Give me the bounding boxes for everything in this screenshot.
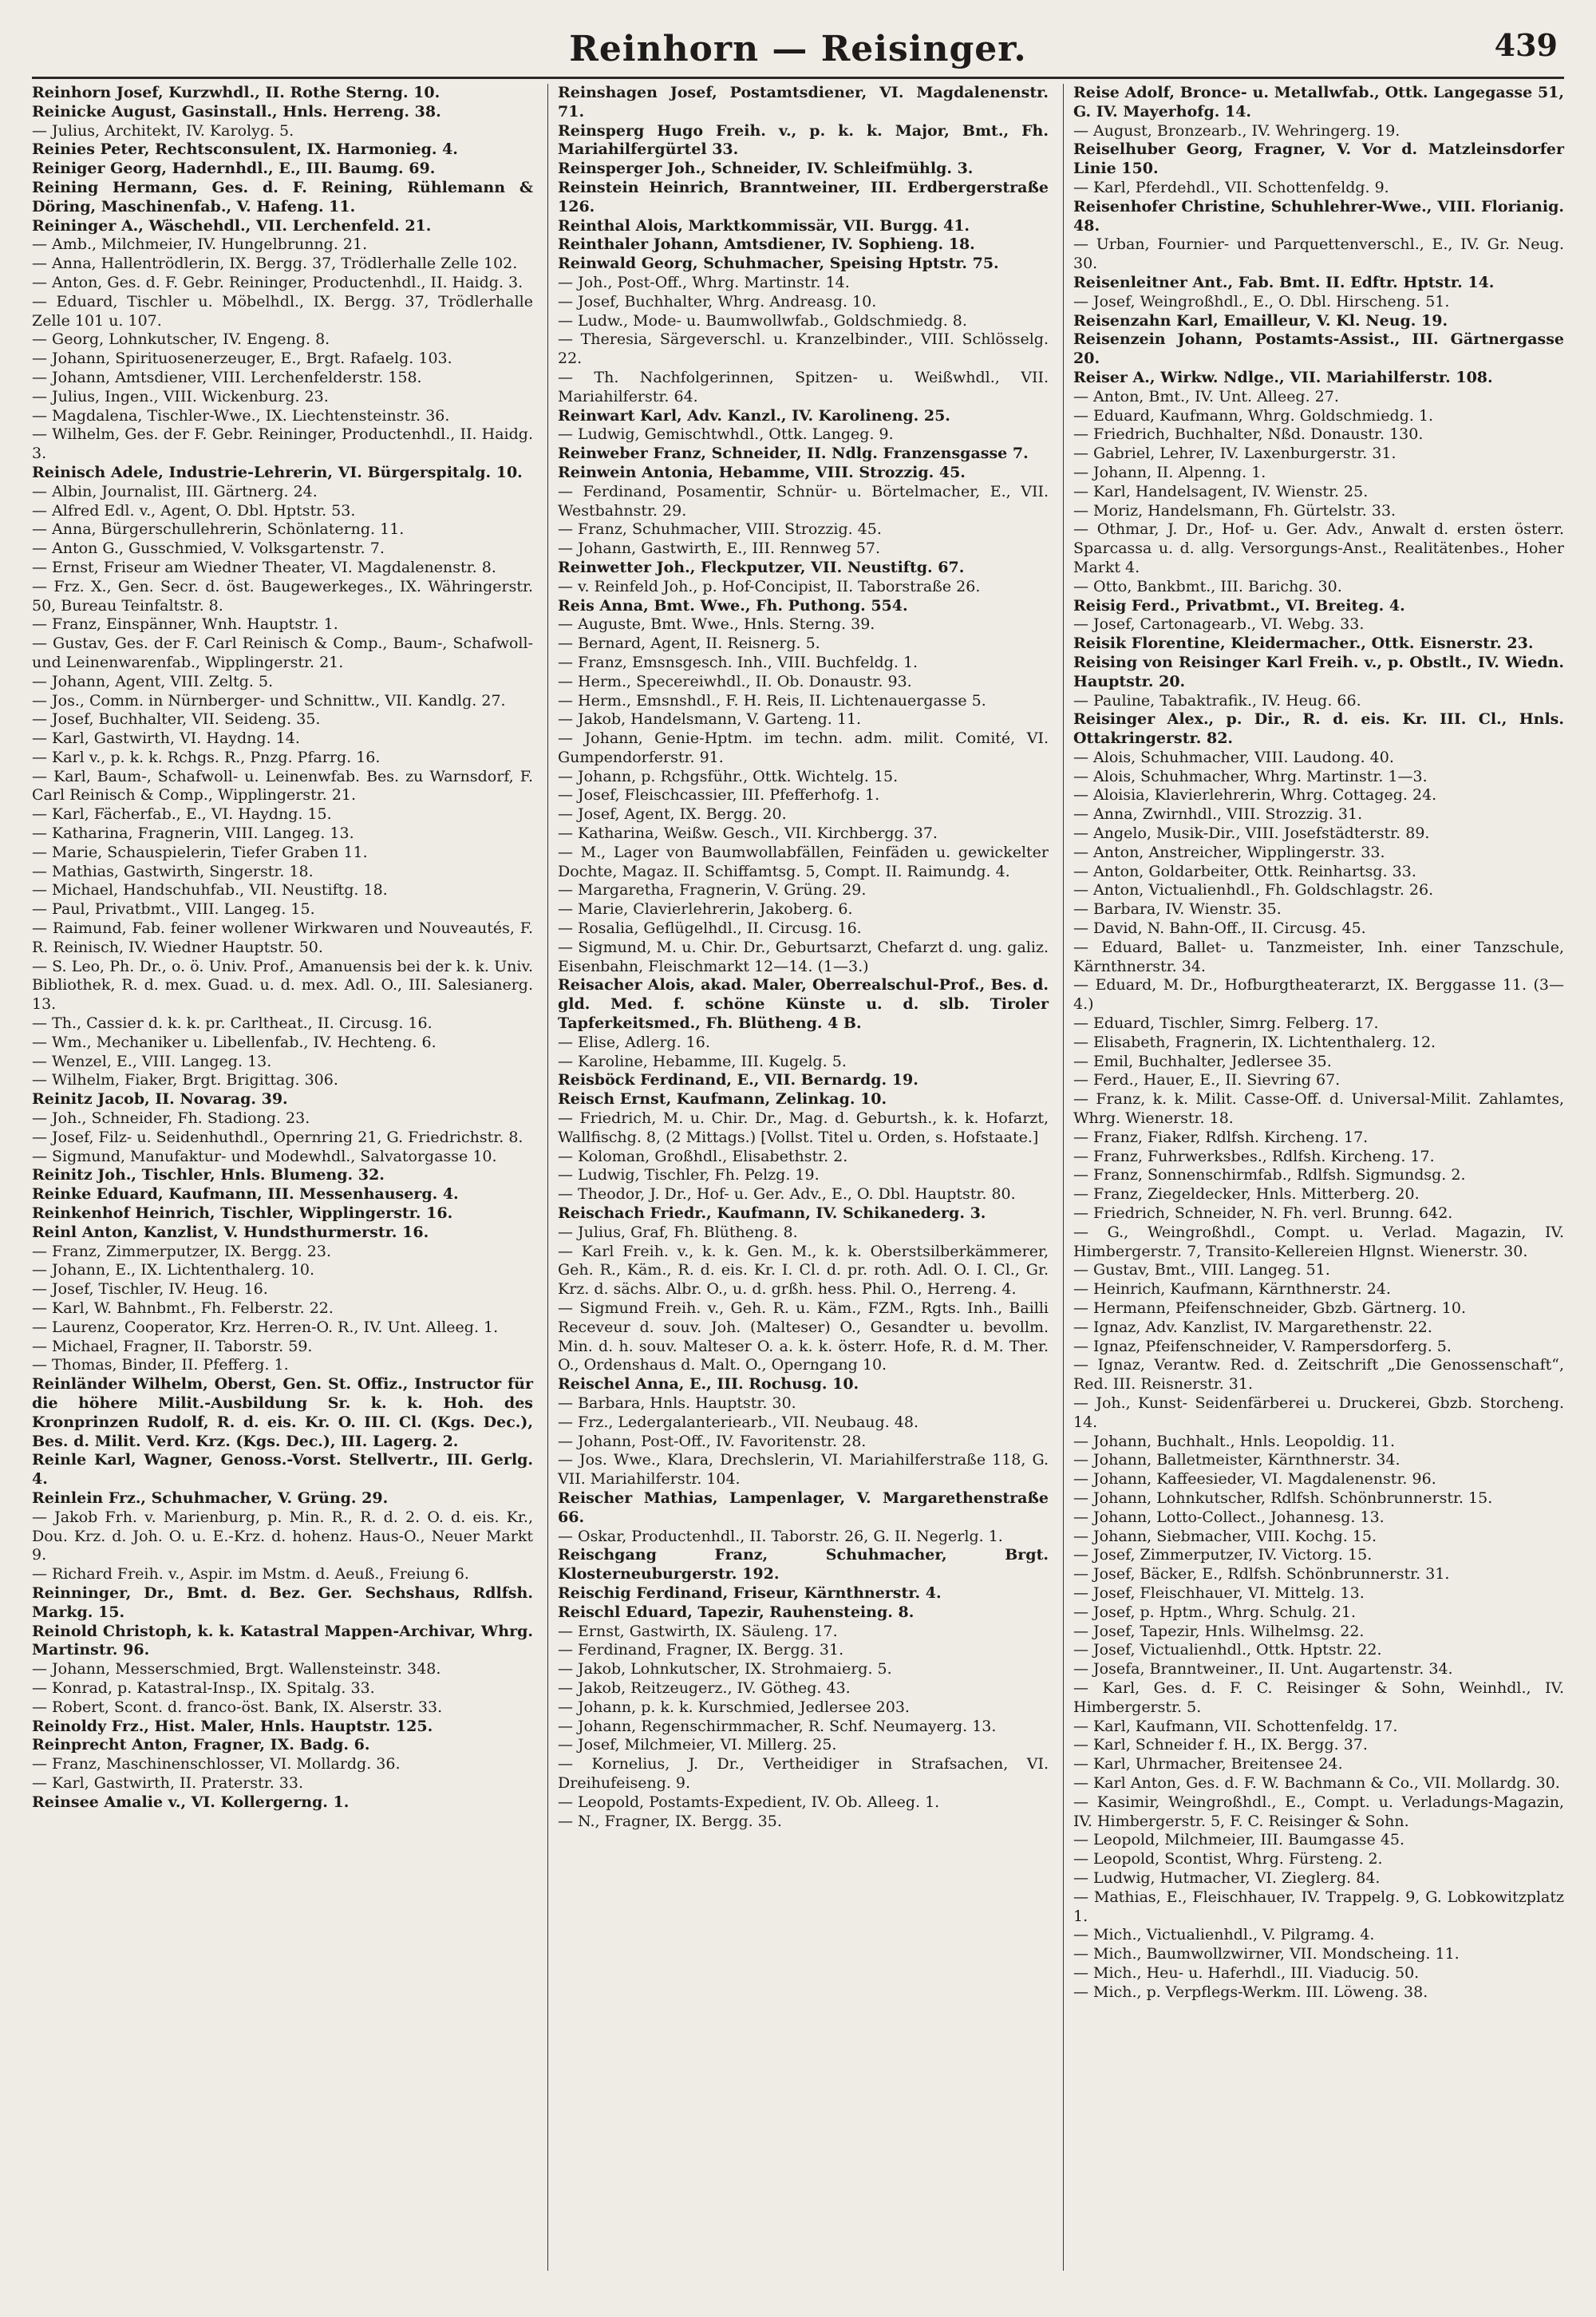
directory-entry: Reinwald Georg, Schuhmacher, Speising Hptstr. 75.	[558, 255, 999, 273]
directory-entry: Reinisch Adele, Industrie-Lehrerin, VI. Bürgerspitalg. 10.	[32, 463, 523, 481]
directory-entry: — Ignaz, Pfeifenschneider, V. Rampersdorferg. 5.	[1073, 1337, 1452, 1355]
directory-entry: — Josef, Tischler, IV. Heug. 16.	[32, 1280, 268, 1299]
directory-entry: — Anton, Anstreicher, Wipplingerstr. 33.	[1073, 843, 1385, 861]
directory-entry: — Herm., Specereiwhdl., II. Ob. Donaustr. 93.	[558, 672, 912, 690]
directory-entry: — Johann, Lohnkutscher, Rdlfsh. Schönbrunnerstr. 15.	[1073, 1489, 1493, 1507]
directory-entry: — Otto, Bankbmt., III. Barichg. 30.	[1073, 577, 1342, 595]
directory-entry: — Josef, Buchhalter, VII. Seideng. 35.	[32, 710, 321, 729]
directory-columns	[32, 84, 1564, 2271]
directory-entry: Reinsperg Hugo Freih. v., p. k. k. Major, Bmt., Fh. Mariahilfergürtel 33.	[558, 121, 1049, 159]
directory-entry: — Ernst, Friseur am Wiedner Theater, VI. Magdalenenstr. 8.	[32, 558, 496, 576]
directory-entry: Reisinger Alex., p. Dir., R. d. eis. Kr. III. Cl., Hnls. Ottakringerstr. 82.	[1073, 710, 1564, 748]
directory-entry: — Wilhelm, Fiaker, Brgt. Brigittag. 306.	[32, 1071, 338, 1089]
directory-entry: — Johann, Lotto-Collect., Johannesg. 13.	[1073, 1508, 1385, 1526]
directory-entry: — N., Fragner, IX. Bergg. 35.	[558, 1812, 782, 1830]
directory-entry: — Anton, Ges. d. F. Gebr. Reininger, Productenhdl., II. Haidg. 3.	[32, 273, 523, 291]
directory-entry: — Alois, Schuhmacher, Whrg. Martinstr. 1—3.	[1073, 767, 1428, 785]
directory-entry: — Ernst, Gastwirth, IX. Säuleng. 17.	[558, 1622, 838, 1640]
page-header	[32, 22, 1564, 72]
directory-entry: — Frz. X., Gen. Secr. d. öst. Baugewerkeges., IX. Währingerstr. 50, Bureau Teinfaltstr. 8.	[32, 577, 533, 615]
directory-entry: — Koloman, Großhdl., Elisabethstr. 2.	[558, 1147, 848, 1165]
directory-entry: — Pauline, Tabaktrafik., IV. Heug. 66.	[1073, 691, 1361, 710]
directory-entry: — Ludwig, Hutmacher, VI. Zieglerg. 84.	[1073, 1868, 1381, 1887]
directory-entry: — Jos., Comm. in Nürnberger- und Schnittw., VII. Kandlg. 27.	[32, 691, 506, 710]
directory-entry: — Ignaz, Adv. Kanzlist, IV. Margarethenstr. 22.	[1073, 1318, 1432, 1336]
directory-entry: — Karoline, Hebamme, III. Kugelg. 5.	[558, 1052, 847, 1070]
directory-entry: — Ludwig, Gemischtwhdl., Ottk. Langeg. 9.	[558, 425, 894, 444]
directory-entry: — Karl, Uhrmacher, Breitensee 24.	[1073, 1755, 1343, 1773]
directory-entry: — Karl, Gastwirth, II. Praterstr. 33.	[32, 1773, 303, 1792]
column-left	[32, 84, 533, 2271]
directory-entry: — Mich., Victualienhdl., V. Pilgramg. 4.	[1073, 1926, 1375, 1944]
directory-entry: — David, N. Bahn-Off., II. Circusg. 45.	[1073, 919, 1366, 938]
directory-entry: — Julius, Architekt, IV. Karolyg. 5.	[32, 121, 294, 140]
directory-entry: Reinthaler Johann, Amtsdiener, IV. Sophieng. 18.	[558, 235, 975, 254]
directory-entry: — Joh., Kunst- Seidenfärberei u. Druckerei, Gbzb. Storcheng. 14.	[1073, 1394, 1564, 1431]
directory-entry: Reinle Karl, Wagner, Genoss.-Vorst. Stellvertr., III. Gerlg. 4.	[32, 1451, 533, 1489]
directory-entry: — Franz, Maschinenschlosser, VI. Mollardg. 36.	[32, 1755, 401, 1773]
directory-entry: — Raimund, Fab. feiner wollener Wirkwaren und Nouveautés, F. R. Reinisch, IV. Wiedner Hauptstr. 50.	[32, 919, 533, 956]
directory-entry: — Albin, Journalist, III. Gärtnerg. 24.	[32, 482, 318, 500]
directory-entry: Reiselhuber Georg, Fragner, V. Vor d. Matzleinsdorfer Linie 150.	[1073, 140, 1564, 178]
directory-entry: — Anna, Zwirnhdl., VIII. Strozzig. 31.	[1073, 805, 1363, 824]
directory-entry: — v. Reinfeld Joh., p. Hof-Concipist, II. Taborstraße 26.	[558, 577, 981, 595]
header-rule	[32, 77, 1564, 79]
directory-entry: Reinsee Amalie v., VI. Kollergerng. 1.	[32, 1793, 350, 1811]
directory-entry: Reisacher Alois, akad. Maler, Oberrealschul-Prof., Bes. d. gld. Med. f. schöne Künste u. d. slb. Tiroler Tapferkeitsmed., Fh. Blütheng. 4 B.	[558, 976, 1049, 1033]
directory-entry: — Wilhelm, Ges. der F. Gebr. Reininger, Productenhdl., II. Haidg. 3.	[32, 425, 533, 463]
directory-entry: — Ludwig, Tischler, Fh. Pelzg. 19.	[558, 1166, 820, 1184]
directory-entry: — Moriz, Handelsmann, Fh. Gürtelstr. 33.	[1073, 501, 1396, 520]
directory-entry: — Wenzel, E., VIII. Langeg. 13.	[32, 1052, 272, 1070]
directory-entry: — Franz, Sonnenschirmfab., Rdlfsh. Sigmundsg. 2.	[1073, 1166, 1466, 1184]
directory-entry: — Josef, Weingroßhdl., E., O. Dbl. Hirscheng. 51.	[1073, 292, 1450, 310]
directory-entry: — Karl v., p. k. k. Rchgs. R., Pnzg. Pfarrg. 16.	[32, 748, 381, 766]
directory-entry: — G., Weingroßhdl., Compt. u. Verlad. Magazin, IV. Himbergerstr. 7, Transito-Kellereien Hlgnst. Wienerstr. 30.	[1073, 1223, 1564, 1260]
directory-entry: — Othmar, J. Dr., Hof- u. Ger. Adv., Anwalt d. ersten österr. Sparcassa u. d. allg. Versorgungs-Anst., Realitätenbes., Hoher Markt 4.	[1073, 520, 1564, 576]
directory-entry: Reinitz Jacob, II. Novarag. 39.	[32, 1090, 288, 1109]
directory-entry: — Robert, Scont. d. franco-öst. Bank, IX. Alserstr. 33.	[32, 1698, 443, 1716]
directory-entry: — Eduard, Ballet- u. Tanzmeister, Inh. einer Tanzschule, Kärnthnerstr. 34.	[1073, 938, 1564, 975]
directory-entry: — Karl, Ges. d. F. C. Reisinger & Sohn, Weinhdl., IV. Himbergerstr. 5.	[1073, 1678, 1564, 1716]
directory-entry: — Johann, E., IX. Lichtenthalerg. 10.	[32, 1261, 315, 1279]
directory-entry: — Josefa, Branntweiner., II. Unt. Augartenstr. 34.	[1073, 1660, 1453, 1678]
directory-entry: — Ignaz, Verantw. Red. d. Zeitschrift „Die Genossenschaft“, Red. III. Reisnerstr. 31.	[1073, 1356, 1564, 1394]
directory-entry: — Johann, Buchhalt., Hnls. Leopoldig. 11.	[1073, 1432, 1396, 1450]
directory-entry: — Leopold, Scontist, Whrg. Fürsteng. 2.	[1073, 1850, 1383, 1868]
directory-entry: Reischer Mathias, Lampenlager, V. Margarethenstraße 66.	[558, 1489, 1049, 1526]
directory-entry: — Karl, W. Bahnbmt., Fh. Felberstr. 22.	[32, 1299, 334, 1317]
directory-entry: Reis Anna, Bmt. Wwe., Fh. Puthong. 554.	[558, 596, 908, 615]
directory-entry: — Sigmund Freih. v., Geh. R. u. Käm., FZM., Rgts. Inh., Bailli Receveur d. souv. Joh. (Malteser) O., Gesandter u. bevollm. Min. d. h. souv. Malteser O. a. k. k. österr. Hofe, R. d. M. Ther. O., Ordenshaus d. Malt. O., Operngang 10.	[558, 1299, 1049, 1374]
directory-entry: — Johann, Kaffeesieder, VI. Magdalenenstr. 96.	[1073, 1470, 1436, 1489]
directory-entry: Reinländer Wilhelm, Oberst, Gen. St. Offiz., Instructor für die höhere Milit.-Ausbildung Sr. k. k. Hoh. des Kronprinzen Rudolf, R. d. eis. Kr. O. III. Cl. (Kgs. Dec.), Bes. d. Milit. Verd. Krz. (Kgs. Dec.), III. Lagerg. 2.	[32, 1375, 533, 1450]
directory-entry: — Eduard, Tischler u. Möbelhdl., IX. Bergg. 37, Trödlerhalle Zelle 101 u. 107.	[32, 292, 533, 330]
directory-entry: — Anna, Bürgerschullehrerin, Schönlaterng. 11.	[32, 520, 405, 539]
directory-entry: — Sigmund, M. u. Chir. Dr., Geburtsarzt, Chefarzt d. ung. galiz. Eisenbahn, Fleischmarkt 12—14. (1—3.)	[558, 938, 1049, 975]
directory-entry: — Alfred Edl. v., Agent, O. Dbl. Hptstr. 53.	[32, 501, 356, 520]
directory-entry: — Karl, Gastwirth, VI. Haydng. 14.	[32, 729, 300, 748]
directory-entry: — Josef, Agent, IX. Bergg. 20.	[558, 805, 787, 824]
directory-entry: — Anna, Hallentrödlerin, IX. Bergg. 37, Trödlerhalle Zelle 102.	[32, 255, 518, 273]
directory-entry: — Jakob, Reitzeugerz., IV. Götheg. 43.	[558, 1678, 851, 1697]
directory-entry: — Hermann, Pfeifenschneider, Gbzb. Gärtnerg. 10.	[1073, 1299, 1466, 1317]
directory-entry: — Elise, Adlerg. 16.	[558, 1033, 710, 1051]
directory-entry: — Johann, Balletmeister, Kärnthnerstr. 34.	[1073, 1451, 1400, 1469]
directory-entry: Reise Adolf, Bronce- u. Metallwfab., Ottk. Langegasse 51, G. IV. Mayerhofg. 14.	[1073, 84, 1564, 121]
directory-entry: — Ferdinand, Posamentir, Schnür- u. Börtelmacher, E., VII. Westbahnstr. 29.	[558, 482, 1049, 520]
directory-entry: — Johann, Messerschmied, Brgt. Wallensteinstr. 348.	[32, 1660, 441, 1678]
directory-entry: Reisenhofer Christine, Schuhlehrer-Wwe., VIII. Florianig. 48.	[1073, 197, 1564, 235]
directory-entry: — Friedrich, Schneider, N. Fh. verl. Brunng. 642.	[1073, 1204, 1453, 1223]
directory-entry: — Alois, Schuhmacher, VIII. Laudong. 40.	[1073, 748, 1394, 766]
directory-entry: Reinsperger Joh., Schneider, IV. Schleifmühlg. 3.	[558, 160, 974, 178]
directory-entry: — Josef, p. Hptm., Whrg. Schulg. 21.	[1073, 1603, 1357, 1621]
directory-entry: — Franz, Ziegeldecker, Hnls. Mitterberg. 20.	[1073, 1185, 1420, 1204]
directory-entry: — Anton, Goldarbeiter, Ottk. Reinhartsg. 33.	[1073, 862, 1416, 880]
directory-entry: — Johann, Siebmacher, VIII. Kochg. 15.	[1073, 1527, 1377, 1545]
directory-entry: — Friedrich, Buchhalter, Nßd. Donaustr. 130.	[1073, 425, 1424, 444]
directory-entry: Reining Hermann, Ges. d. F. Reining, Rühlemann & Döring, Maschinenfab., V. Hafeng. 11.	[32, 178, 533, 215]
directory-entry: — Johann, Post-Off., IV. Favoritenstr. 28.	[558, 1432, 867, 1450]
directory-entry: Reischach Friedr., Kaufmann, IV. Schikanederg. 3.	[558, 1204, 986, 1223]
directory-entry: — Margaretha, Fragnerin, V. Grüng. 29.	[558, 881, 867, 900]
directory-entry: — Gustav, Bmt., VIII. Langeg. 51.	[1073, 1261, 1330, 1279]
directory-entry: — Mich., p. Verpflegs-Werkm. III. Löweng. 38.	[1073, 1983, 1428, 2001]
directory-entry: — Anton, Bmt., IV. Unt. Alleeg. 27.	[1073, 387, 1339, 405]
directory-entry: — Th. Nachfolgerinnen, Spitzen- u. Weißwhdl., VII. Mariahilferstr. 64.	[558, 368, 1049, 405]
directory-entry: — Karl, Pferdehdl., VII. Schottenfeldg. 9.	[1073, 178, 1389, 196]
directory-entry: — Johann, Genie-Hptm. im techn. adm. milit. Comité, VI. Gumpendorferstr. 91.	[558, 729, 1049, 766]
directory-entry: Reinhorn Josef, Kurzwhdl., II. Rothe Sterng. 10.	[32, 84, 440, 101]
directory-entry: Reising von Reisinger Karl Freih. v., p. Obstlt., IV. Wiedn. Hauptstr. 20.	[1073, 653, 1564, 690]
directory-entry: Reinwein Antonia, Hebamme, VIII. Strozzig. 45.	[558, 463, 966, 481]
directory-entry: Reinlein Frz., Schuhmacher, V. Grüng. 29.	[32, 1489, 389, 1507]
directory-entry: — Paul, Privatbmt., VIII. Langeg. 15.	[32, 900, 315, 919]
directory-entry: — Mathias, Gastwirth, Singerstr. 18.	[32, 862, 314, 880]
directory-entry: — Jakob Frh. v. Marienburg, p. Min. R., R. d. 2. O. d. eis. Kr., Dou. Krz. d. Joh. O. u. E.-Krz. d. hohenz. Haus-O., Neuer Markt 9.	[32, 1508, 533, 1564]
directory-entry: — Josef, Tapezir, Hnls. Wilhelmsg. 22.	[1073, 1622, 1365, 1640]
directory-entry: Reisenleitner Ant., Fab. Bmt. II. Edftr. Hptstr. 14.	[1073, 273, 1495, 291]
directory-entry: — Aloisia, Klavierlehrerin, Whrg. Cottageg. 24.	[1073, 786, 1437, 805]
directory-entry: — Joh., Post-Off., Whrg. Martinstr. 14.	[558, 273, 850, 291]
directory-entry: Reinwetter Joh., Fleckputzer, VII. Neustiftg. 67.	[558, 558, 965, 576]
directory-entry: — August, Bronzearb., IV. Wehringerg. 19.	[1073, 121, 1400, 140]
directory-entry: Reisböck Ferdinand, E., VII. Bernardg. 19.	[558, 1071, 918, 1089]
directory-entry: — Laurenz, Cooperator, Krz. Herren-O. R., IV. Unt. Alleeg. 1.	[32, 1318, 499, 1336]
directory-entry: — Frz., Ledergalanteriearb., VII. Neubaug. 48.	[558, 1413, 918, 1431]
directory-entry: — Leopold, Postamts-Expedient, IV. Ob. Alleeg. 1.	[558, 1793, 940, 1811]
directory-entry: — Josef, Buchhalter, Whrg. Andreasg. 10.	[558, 292, 877, 310]
directory-entry: — Johann, Agent, VIII. Zeltg. 5.	[32, 672, 274, 690]
directory-entry: — Josef, Cartonagearb., VI. Webg. 33.	[1073, 615, 1365, 634]
directory-entry: — Karl, Schneider f. H., IX. Bergg. 37.	[1073, 1736, 1368, 1754]
directory-entry: — Joh., Schneider, Fh. Stadiong. 23.	[32, 1109, 310, 1128]
directory-entry: — Heinrich, Kaufmann, Kärnthnerstr. 24.	[1073, 1280, 1391, 1299]
directory-entry: — Johann, Spirituosenerzeuger, E., Brgt. Rafaelg. 103.	[32, 350, 452, 368]
directory-entry: — Th., Cassier d. k. k. pr. Carltheat., II. Circusg. 16.	[32, 1014, 433, 1033]
directory-entry: — Auguste, Bmt. Wwe., Hnls. Sterng. 39.	[558, 615, 875, 634]
directory-entry: — Franz, Fuhrwerksbes., Rdlfsh. Kircheng. 17.	[1073, 1147, 1435, 1165]
directory-entry: — Wm., Mechaniker u. Libellenfab., IV. Hechteng. 6.	[32, 1033, 437, 1051]
directory-entry: — Bernard, Agent, II. Reisnerg. 5.	[558, 635, 820, 653]
directory-entry: — Franz, Schuhmacher, VIII. Strozzig. 45.	[558, 520, 882, 539]
directory-entry: — Michael, Fragner, II. Taborstr. 59.	[32, 1337, 313, 1355]
directory-entry: — Elisabeth, Fragnerin, IX. Lichtenthalerg. 12.	[1073, 1033, 1436, 1051]
directory-entry: Reinninger, Dr., Bmt. d. Bez. Ger. Sechshaus, Rdlfsh. Markg. 15.	[32, 1584, 533, 1621]
directory-entry: — Josef, Zimmerputzer, IV. Victorg. 15.	[1073, 1546, 1373, 1564]
directory-entry: Reiser A., Wirkw. Ndlge., VII. Mariahilferstr. 108.	[1073, 368, 1493, 386]
directory-entry: Reischel Anna, E., III. Rochusg. 10.	[558, 1375, 859, 1394]
directory-entry: Reinoldy Frz., Hist. Maler, Hnls. Hauptstr. 125.	[32, 1717, 433, 1735]
directory-entry: Reinprecht Anton, Fragner, IX. Badg. 6.	[32, 1736, 370, 1754]
directory-entry: — Amb., Milchmeier, IV. Hungelbrunng. 21.	[32, 235, 368, 254]
directory-entry: Reiniger Georg, Hadernhdl., E., III. Baumg. 69.	[32, 160, 436, 178]
column-right	[1063, 84, 1564, 2271]
directory-entry: Reisig Ferd., Privatbmt., VI. Breiteg. 4.	[1073, 596, 1405, 615]
directory-entry: — Michael, Handschuhfab., VII. Neustiftg. 18.	[32, 881, 388, 900]
directory-entry: — Katharina, Weißw. Gesch., VII. Kirchbergg. 37.	[558, 824, 938, 843]
directory-entry: Reisik Florentine, Kleidermacher., Ottk. Eisnerstr. 23.	[1073, 635, 1534, 653]
directory-entry: — Herm., Emsnshdl., F. H. Reis, II. Lichtenauergasse 5.	[558, 691, 986, 710]
directory-entry: — Josef, Fleischhauer, VI. Mittelg. 13.	[1073, 1584, 1365, 1602]
directory-entry: — S. Leo, Ph. Dr., o. ö. Univ. Prof., Amanuensis bei der k. k. Univ. Bibliothek, R. d. mex. Guad. u. d. mex. Adl. O., III. Salesianerg. 13.	[32, 957, 533, 1014]
directory-entry: — Angelo, Musik-Dir., VIII. Josefstädterstr. 89.	[1073, 824, 1430, 843]
directory-entry: Reischl Eduard, Tapezir, Rauhensteing. 8.	[558, 1603, 915, 1621]
directory-entry: — Barbara, IV. Wienstr. 35.	[1073, 900, 1282, 919]
directory-entry: — Karl, Handelsagent, IV. Wienstr. 25.	[1073, 482, 1369, 500]
column-middle	[547, 84, 1049, 2271]
directory-entry: — Gabriel, Lehrer, IV. Laxenburgerstr. 31.	[1073, 445, 1396, 463]
directory-entry: — Gustav, Ges. der F. Carl Reinisch & Comp., Baum-, Schafwoll- und Leinenwarenfab., Wipplingerstr. 21.	[32, 635, 533, 671]
directory-entry: — Konrad, p. Katastral-Insp., IX. Spitalg. 33.	[32, 1678, 375, 1697]
directory-entry: Reischig Ferdinand, Friseur, Kärnthnerstr. 4.	[558, 1584, 942, 1602]
directory-entry: — Julius, Ingen., VIII. Wickenburg. 23.	[32, 387, 329, 405]
directory-entry: — Karl, Kaufmann, VII. Schottenfeldg. 17.	[1073, 1717, 1398, 1735]
directory-entry: — Johann, p. k. k. Kurschmied, Jedlersee 203.	[558, 1698, 910, 1716]
directory-entry: — Urban, Fournier- und Parquettenverschl., E., IV. Gr. Neug. 30.	[1073, 235, 1564, 273]
directory-entry: — M., Lager von Baumwollabfällen, Feinfäden u. gewickelter Dochte, Magaz. II. Schiffamtsg. 5, Compt. II. Raimundg. 4.	[558, 843, 1049, 880]
directory-entry: Reisenzahn Karl, Emailleur, V. Kl. Neug. 19.	[1073, 311, 1448, 330]
directory-entry: Reininger A., Wäschehdl., VII. Lerchenfeld. 21.	[32, 216, 432, 235]
directory-entry: — Josef, Bäcker, E., Rdlfsh. Schönbrunnerstr. 31.	[1073, 1565, 1450, 1584]
directory-entry: — Franz, Einspänner, Wnh. Hauptstr. 1.	[32, 615, 338, 634]
directory-entry: — Anton G., Gusschmied, V. Volksgartenstr. 7.	[32, 540, 385, 558]
directory-entry: Reinold Christoph, k. k. Katastral Mappen-Archivar, Whrg. Martinstr. 96.	[32, 1622, 533, 1659]
page-number: 439	[1494, 27, 1558, 63]
page-title: Reinhorn — Reisinger.	[569, 29, 1027, 69]
directory-entry: Reinweber Franz, Schneider, II. Ndlg. Franzensgasse 7.	[558, 445, 1029, 463]
directory-entry: — Sigmund, Manufaktur- und Modewhdl., Salvatorgasse 10.	[32, 1147, 497, 1165]
directory-entry: — Eduard, M. Dr., Hofburgtheaterarzt, IX. Berggasse 11. (3—4.)	[1073, 976, 1564, 1014]
directory-entry: — Thomas, Binder, II. Pfefferg. 1.	[32, 1356, 289, 1374]
directory-entry: — Barbara, Hnls. Hauptstr. 30.	[558, 1394, 796, 1412]
directory-entry: — Mathias, E., Fleischhauer, IV. Trappelg. 9, G. Lobkowitzplatz 1.	[1073, 1888, 1564, 1925]
directory-entry: — Franz, Zimmerputzer, IX. Bergg. 23.	[32, 1242, 331, 1260]
directory-entry: — Johann, Regenschirmmacher, R. Schf. Neumayerg. 13.	[558, 1717, 997, 1735]
directory-entry: — Mich., Heu- u. Haferhdl., III. Viaducig. 50.	[1073, 1963, 1420, 1982]
directory-entry: — Eduard, Tischler, Simrg. Felberg. 17.	[1073, 1014, 1379, 1033]
directory-entry: — Marie, Clavierlehrerin, Jakoberg. 6.	[558, 900, 853, 919]
directory-entry: — Theresia, Särgeverschl. u. Kranzelbinder., VIII. Schlösselg. 22.	[558, 330, 1049, 368]
directory-entry: — Anton, Victualienhdl., Fh. Goldschlagstr. 26.	[1073, 881, 1434, 900]
directory-entry: — Karl, Baum-, Schafwoll- u. Leinenwfab. Bes. zu Warnsdorf, F. Carl Reinisch & Comp., Wipplingerstr. 21.	[32, 767, 533, 805]
directory-entry: — Franz, k. k. Milit. Casse-Off. d. Universal-Milit. Zahlamtes, Whrg. Wienerstr. 18.	[1073, 1090, 1564, 1128]
directory-entry: Reinke Eduard, Kaufmann, III. Messenhauserg. 4.	[32, 1185, 459, 1204]
directory-entry: — Karl Anton, Ges. d. F. W. Bachmann & Co., VII. Mollardg. 30.	[1073, 1773, 1560, 1792]
directory-entry: — Jakob, Handelsmann, V. Garteng. 11.	[558, 710, 862, 729]
directory-entry: — Johann, Gastwirth, E., III. Rennweg 57.	[558, 540, 881, 558]
directory-entry: Reinkenhof Heinrich, Tischler, Wipplingerstr. 16.	[32, 1204, 453, 1223]
directory-entry: — Josef, Filz- u. Seidenhuthdl., Opernring 21, G. Friedrichstr. 8.	[32, 1128, 523, 1146]
directory-entry: — Richard Freih. v., Aspir. im Mstm. d. Aeuß., Freiung 6.	[32, 1565, 469, 1584]
directory-entry: — Magdalena, Tischler-Wwe., IX. Liechtensteinstr. 36.	[32, 406, 450, 425]
directory-entry: Reisenzein Johann, Postamts-Assist., III. Gärtnergasse 20.	[1073, 330, 1564, 368]
directory-entry: — Kasimir, Weingroßhdl., E., Compt. u. Verladungs-Magazin, IV. Himbergerstr. 5, F. C. Reisinger & Sohn.	[1073, 1793, 1564, 1830]
directory-entry: — Jos. Wwe., Klara, Drechslerin, VI. Mariahilferstraße 118, G. VII. Mariahilferstr. 104.	[558, 1451, 1049, 1489]
directory-entry: — Franz, Emsnsgesch. Inh., VIII. Buchfeldg. 1.	[558, 653, 918, 671]
directory-entry: Reinwart Karl, Adv. Kanzl., IV. Karolineng. 25.	[558, 406, 950, 425]
directory-entry: — Marie, Schauspielerin, Tiefer Graben 11.	[32, 843, 368, 861]
directory-entry: Reinies Peter, Rechtsconsulent, IX. Harmonieg. 4.	[32, 140, 458, 159]
directory-entry: — Karl Freih. v., k. k. Gen. M., k. k. Oberstsilberkämmerer, Geh. R., Käm., R. d. eis. Kr. I. Cl. d. pr. roth. Adl. O. I. Cl., Gr. Krz. d. sächs. Albr. O., u. d. grßh. hess. Phil. O., Herreng. 4.	[558, 1242, 1049, 1299]
directory-entry: Reinstein Heinrich, Branntweiner, III. Erdbergerstraße 126.	[558, 178, 1049, 215]
directory-entry: — Oskar, Productenhdl., II. Taborstr. 26, G. II. Negerlg. 1.	[558, 1527, 1003, 1545]
directory-entry: — Karl, Fächerfab., E., VI. Haydng. 15.	[32, 805, 332, 824]
directory-entry: — Johann, Amtsdiener, VIII. Lerchenfelderstr. 158.	[32, 368, 422, 386]
directory-entry: — Eduard, Kaufmann, Whrg. Goldschmiedg. 1.	[1073, 406, 1434, 425]
directory-entry: — Jakob, Lohnkutscher, IX. Strohmaierg. 5.	[558, 1660, 892, 1678]
directory-entry: — Georg, Lohnkutscher, IV. Engeng. 8.	[32, 330, 330, 349]
directory-entry: — Katharina, Fragnerin, VIII. Langeg. 13.	[32, 824, 354, 843]
directory-entry: — Johann, p. Rchgsführ., Ottk. Wichtelg. 15.	[558, 767, 899, 785]
directory-entry: Reinitz Joh., Tischler, Hnls. Blumeng. 32.	[32, 1166, 385, 1184]
directory-entry: Reinl Anton, Kanzlist, V. Hundsthurmerstr. 16.	[32, 1223, 429, 1241]
directory-entry: — Friedrich, M. u. Chir. Dr., Mag. d. Geburtsh., k. k. Hofarzt, Wallfischg. 8, (2 Mittags.) [Vollst. Titel u. Orden, s. Hofstaate.]	[558, 1109, 1049, 1146]
directory-entry: Reinthal Alois, Marktkommissär, VII. Burgg. 41.	[558, 216, 970, 235]
directory-entry: — Kornelius, J. Dr., Vertheidiger in Strafsachen, VI. Dreihufeiseng. 9.	[558, 1755, 1049, 1792]
directory-entry: Reisch Ernst, Kaufmann, Zelinkag. 10.	[558, 1090, 887, 1109]
directory-entry: — Josef, Victualienhdl., Ottk. Hptstr. 22.	[1073, 1641, 1382, 1659]
directory-entry: — Julius, Graf, Fh. Blütheng. 8.	[558, 1223, 798, 1241]
directory-entry: — Josef, Fleischcassier, III. Pfefferhofg. 1.	[558, 786, 880, 805]
directory-entry: — Rosalia, Geflügelhdl., II. Circusg. 16.	[558, 919, 862, 938]
directory-entry: — Ludw., Mode- u. Baumwollwfab., Goldschmiedg. 8.	[558, 311, 967, 330]
directory-entry: Reinshagen Josef, Postamtsdiener, VI. Magdalenenstr. 71.	[558, 84, 1049, 121]
directory-entry: — Emil, Buchhalter, Jedlersee 35.	[1073, 1052, 1332, 1070]
directory-entry: — Mich., Baumwollzwirner, VII. Mondscheing. 11.	[1073, 1945, 1460, 1963]
directory-entry: Reinicke August, Gasinstall., Hnls. Herreng. 38.	[32, 102, 441, 121]
directory-entry: — Josef, Milchmeier, VI. Millerg. 25.	[558, 1736, 837, 1754]
directory-entry: — Ferd., Hauer, E., II. Sievring 67.	[1073, 1071, 1341, 1089]
directory-entry: — Theodor, J. Dr., Hof- u. Ger. Adv., E., O. Dbl. Hauptstr. 80.	[558, 1185, 1016, 1204]
directory-entry: — Leopold, Milchmeier, III. Baumgasse 45.	[1073, 1831, 1405, 1849]
directory-entry: — Ferdinand, Fragner, IX. Bergg. 31.	[558, 1641, 844, 1659]
directory-entry: — Johann, II. Alpenng. 1.	[1073, 463, 1266, 481]
directory-entry: — Franz, Fiaker, Rdlfsh. Kircheng. 17.	[1073, 1128, 1369, 1146]
directory-entry: Reischgang Franz, Schuhmacher, Brgt. Klosterneuburgerstr. 192.	[558, 1546, 1049, 1584]
